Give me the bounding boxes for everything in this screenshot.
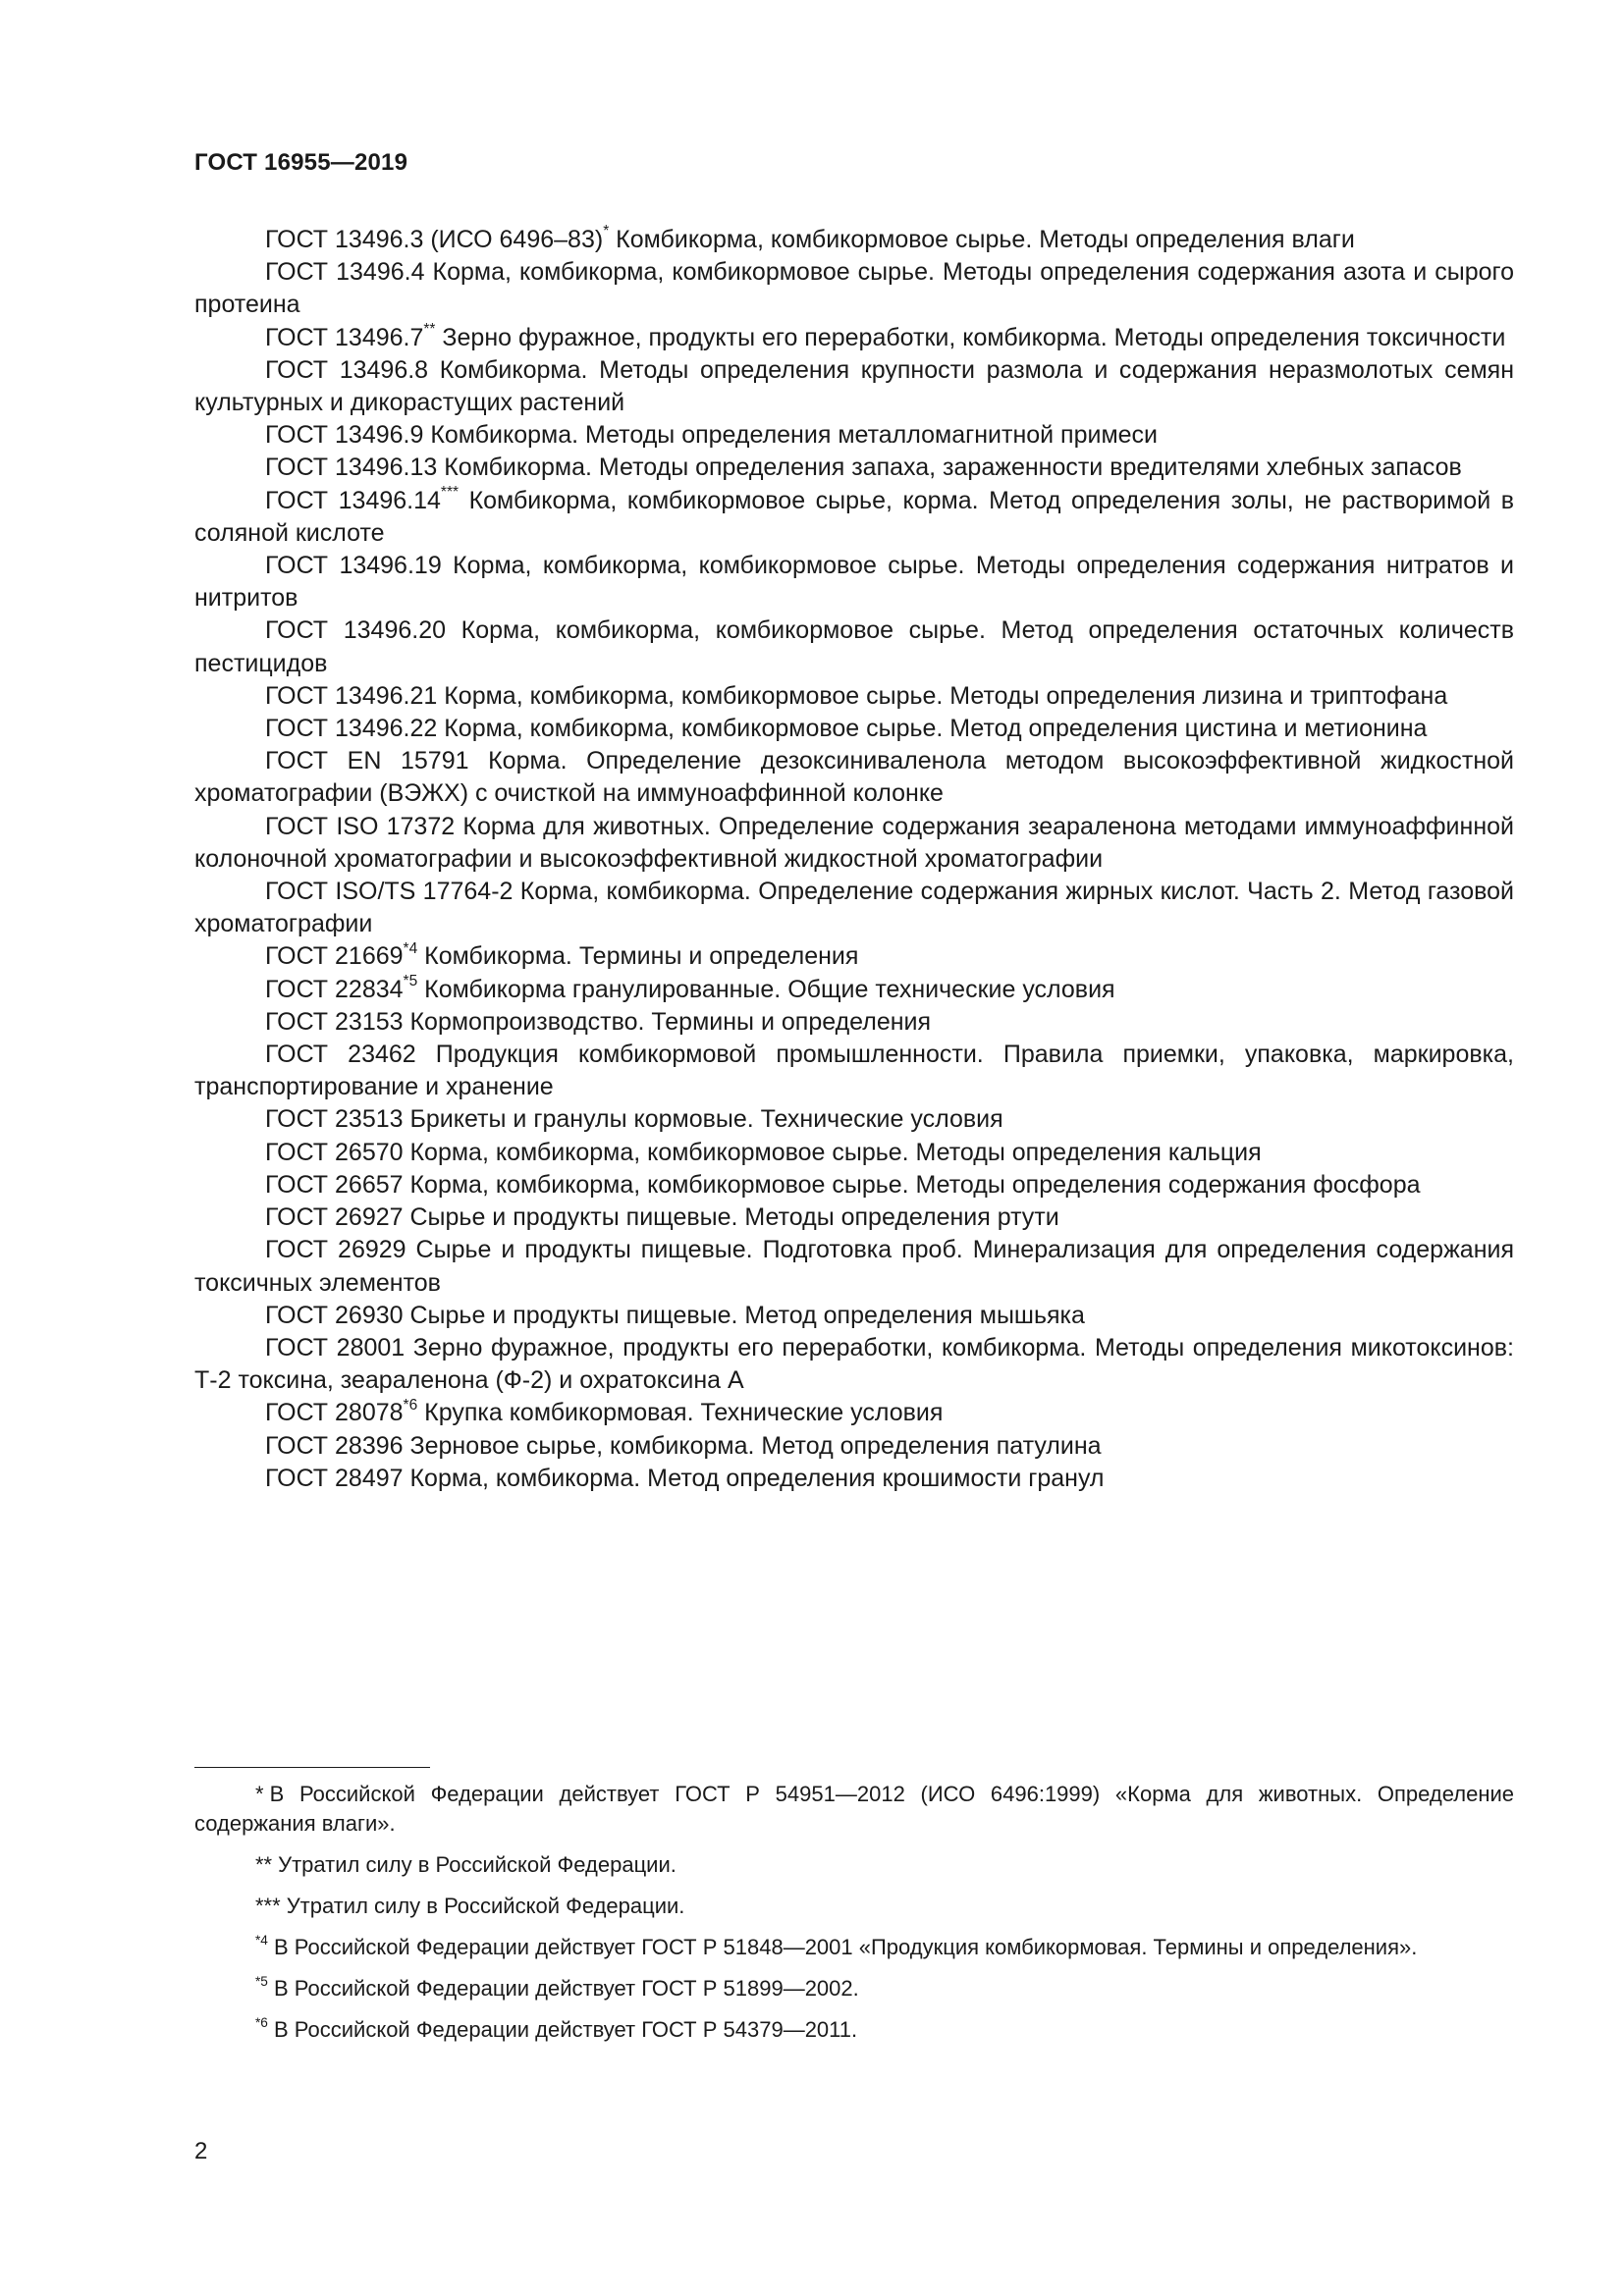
reference-title: Корма, комбикорма, комбикормовое сырье. Методы определения содержания азота и сырого протеина <box>194 258 1514 319</box>
reference-code: ГОСТ 22834 <box>265 975 404 1003</box>
footnote-text: В Российской Федерации действует ГОСТ Р 54951—2012 (ИСО 6496:1999) «Корма для животных. Определение содержания влаги». <box>194 1782 1514 1836</box>
reference-code: ГОСТ 26929 <box>265 1236 406 1264</box>
reference-code: ГОСТ 13496.3 (ИСО 6496–83) <box>265 226 604 253</box>
reference-code: ГОСТ 28001 <box>265 1333 406 1362</box>
reference-title: Корма, комбикорма, комбикормовое сырье. Методы определения содержания нитратов и нитритов <box>194 552 1514 613</box>
reference-code: ГОСТ 28396 <box>265 1431 404 1460</box>
footnote-text: В Российской Федерации действует ГОСТ Р 51899—2002. <box>274 1976 859 2001</box>
reference-code: ГОСТ 28497 <box>265 1464 404 1492</box>
reference-code: ГОСТ 13496.21 <box>265 681 438 710</box>
reference-item <box>194 1201 1514 1234</box>
footnote-text: Утратил силу в Российской Федерации. <box>278 1852 677 1877</box>
reference-title: Корма для животных. Определение содержания зеараленона методами иммуноаффинной колоночной хроматографии и высокоэффективной жидкостной хроматографии <box>194 812 1514 873</box>
footnote-item <box>194 1933 1514 1962</box>
reference-code: ГОСТ 28078 <box>265 1399 404 1427</box>
reference-item <box>194 550 1514 614</box>
reference-code: ГОСТ 13496.19 <box>265 552 442 580</box>
reference-title: Корма, комбикорма, комбикормовое сырье. Метод определения цистина и метионина <box>437 715 1428 743</box>
footnote-marker: *** <box>440 483 460 501</box>
footnote-text: В Российской Федерации действует ГОСТ Р 51848—2001 «Продукция комбикормовая. Термины и определения». <box>274 1935 1418 1959</box>
reference-item <box>194 614 1514 679</box>
reference-title: Комбикорма. Термины и определения <box>417 942 859 971</box>
reference-title: Корма, комбикорма. Метод определения крошимости гранул <box>403 1464 1105 1492</box>
reference-code: ГОСТ ISO/TS 17764-2 <box>265 878 514 906</box>
reference-title: Сырье и продукты пищевые. Подготовка проб. Минерализация для определения содержания токсичных элементов <box>194 1236 1515 1297</box>
footnote-marker: *6 <box>403 1396 418 1414</box>
reference-code: ГОСТ 13496.13 <box>265 454 438 482</box>
reference-item <box>194 256 1514 321</box>
reference-title: Зерно фуражное, продукты его переработки, комбикорма. Методы определения токсичности <box>435 323 1506 351</box>
reference-code: ГОСТ 26657 <box>265 1170 404 1199</box>
reference-item <box>194 1463 1514 1495</box>
reference-item <box>194 1397 1514 1429</box>
reference-item <box>194 876 1514 940</box>
footnote-item <box>194 1892 1514 1921</box>
reference-item <box>194 745 1514 810</box>
reference-code: ГОСТ 13496.20 <box>265 616 447 645</box>
reference-title: Сырье и продукты пищевые. Методы определения ртути <box>403 1203 1059 1232</box>
reference-title: Крупка комбикормовая. Технические условия <box>417 1399 944 1427</box>
footnote-item <box>194 1850 1514 1880</box>
reference-item <box>194 452 1514 484</box>
reference-item <box>194 224 1514 256</box>
page-number: 2 <box>194 2138 208 2164</box>
reference-item <box>194 1430 1514 1463</box>
footnote-marker: *5 <box>403 973 418 990</box>
reference-item <box>194 1169 1514 1201</box>
reference-item <box>194 974 1514 1006</box>
reference-item <box>194 1137 1514 1169</box>
footnote-marker: ** <box>423 320 436 338</box>
reference-code: ГОСТ ISO 17372 <box>265 812 456 840</box>
reference-title: Корма, комбикорма, комбикормовое сырье. Метод определения остаточных количеств пестицидов <box>194 616 1515 677</box>
footnote-marker: * <box>603 223 610 240</box>
footnote-mark: *6 <box>255 2014 268 2030</box>
reference-title: Корма, комбикорма, комбикормовое сырье. Методы определения содержания фосфора <box>403 1170 1421 1199</box>
reference-code: ГОСТ 23513 <box>265 1105 404 1134</box>
footnote-marker: *4 <box>403 939 418 957</box>
reference-title: Зерно фуражное, продукты его переработки, комбикорма. Методы определения микотоксинов: Т-2 токсина, зеараленона (Ф-2) и охратоксина А <box>194 1333 1514 1395</box>
footnote-item <box>194 2015 1514 2045</box>
reference-code: ГОСТ 23153 <box>265 1007 404 1036</box>
reference-code: ГОСТ 13496.9 <box>265 421 424 450</box>
footnote-item <box>194 1780 1514 1839</box>
reference-title: Корма, комбикорма, комбикормовое сырье. Методы определения кальция <box>403 1138 1262 1166</box>
reference-title: Продукция комбикормовой промышленности. Правила приемки, упаковка, маркировка, транспортирование и хранение <box>194 1041 1514 1101</box>
reference-title: Комбикорма, комбикормовое сырье, корма. Метод определения золы, не растворимой в соляной кислоте <box>194 486 1515 547</box>
reference-title: Комбикорма. Методы определения металломагнитной примеси <box>423 421 1159 450</box>
reference-title: Комбикорма. Методы определения крупности размола и содержания неразмолотых семян культурных и дикорастущих растений <box>194 355 1514 417</box>
reference-title: Комбикорма, комбикормовое сырье. Методы определения влаги <box>609 226 1355 253</box>
footnote-mark: * <box>255 1782 264 1806</box>
reference-code: ГОСТ 21669 <box>265 942 404 971</box>
reference-title: Корма, комбикорма. Определение содержания жирных кислот. Часть 2. Метод газовой хроматографии <box>194 878 1514 938</box>
reference-title: Сырье и продукты пищевые. Метод определения мышьяка <box>403 1301 1085 1329</box>
reference-item <box>194 1103 1514 1136</box>
reference-title: Кормопроизводство. Термины и определения <box>403 1007 932 1036</box>
reference-item <box>194 1039 1514 1103</box>
reference-title: Корма, комбикорма, комбикормовое сырье. Методы определения лизина и триптофана <box>437 681 1448 710</box>
normative-references-list <box>194 224 1514 1495</box>
reference-title: Комбикорма гранулированные. Общие технические условия <box>417 975 1115 1003</box>
reference-code: ГОСТ 13496.4 <box>265 258 425 287</box>
reference-item <box>194 322 1514 354</box>
reference-code: ГОСТ EN 15791 <box>265 747 469 775</box>
reference-code: ГОСТ 13496.22 <box>265 715 438 743</box>
footnote-mark: *** <box>255 1894 281 1918</box>
footnote-text: В Российской Федерации действует ГОСТ Р 54379—2011. <box>274 2017 858 2042</box>
reference-item <box>194 713 1514 745</box>
footnotes <box>194 1780 1514 2056</box>
footnote-text: Утратил силу в Российской Федерации. <box>286 1894 685 1918</box>
reference-code: ГОСТ 13496.8 <box>265 355 429 384</box>
reference-code: ГОСТ 13496.7 <box>265 323 424 351</box>
reference-code: ГОСТ 26570 <box>265 1138 404 1166</box>
reference-item <box>194 485 1514 550</box>
reference-item <box>194 419 1514 452</box>
reference-code: ГОСТ 26927 <box>265 1203 404 1232</box>
reference-item <box>194 940 1514 973</box>
reference-item <box>194 1300 1514 1332</box>
reference-title: Комбикорма. Методы определения запаха, зараженности вредителями хлебных запасов <box>437 454 1462 482</box>
footnote-separator <box>194 1767 430 1768</box>
reference-item <box>194 1332 1514 1397</box>
footnote-item <box>194 1974 1514 2003</box>
reference-title: Брикеты и гранулы кормовые. Технические условия <box>403 1105 1003 1134</box>
footnote-mark: *4 <box>255 1932 268 1948</box>
page-header: ГОСТ 16955—2019 <box>194 149 408 176</box>
reference-item <box>194 1006 1514 1039</box>
reference-item <box>194 680 1514 713</box>
footnote-mark: ** <box>255 1852 273 1877</box>
reference-code: ГОСТ 23462 <box>265 1041 416 1069</box>
reference-item <box>194 811 1514 876</box>
reference-item <box>194 354 1514 419</box>
reference-code: ГОСТ 26930 <box>265 1301 404 1329</box>
footnote-mark: *5 <box>255 1973 268 1989</box>
reference-title: Зерновое сырье, комбикорма. Метод определения патулина <box>403 1431 1102 1460</box>
reference-item <box>194 1234 1514 1299</box>
reference-title: Корма. Определение дезоксиниваленола методом высокоэффективной жидкостной хроматографии (ВЭЖХ) с очисткой на иммуноаффинной колонке <box>194 747 1514 808</box>
reference-code: ГОСТ 13496.14 <box>265 486 441 514</box>
